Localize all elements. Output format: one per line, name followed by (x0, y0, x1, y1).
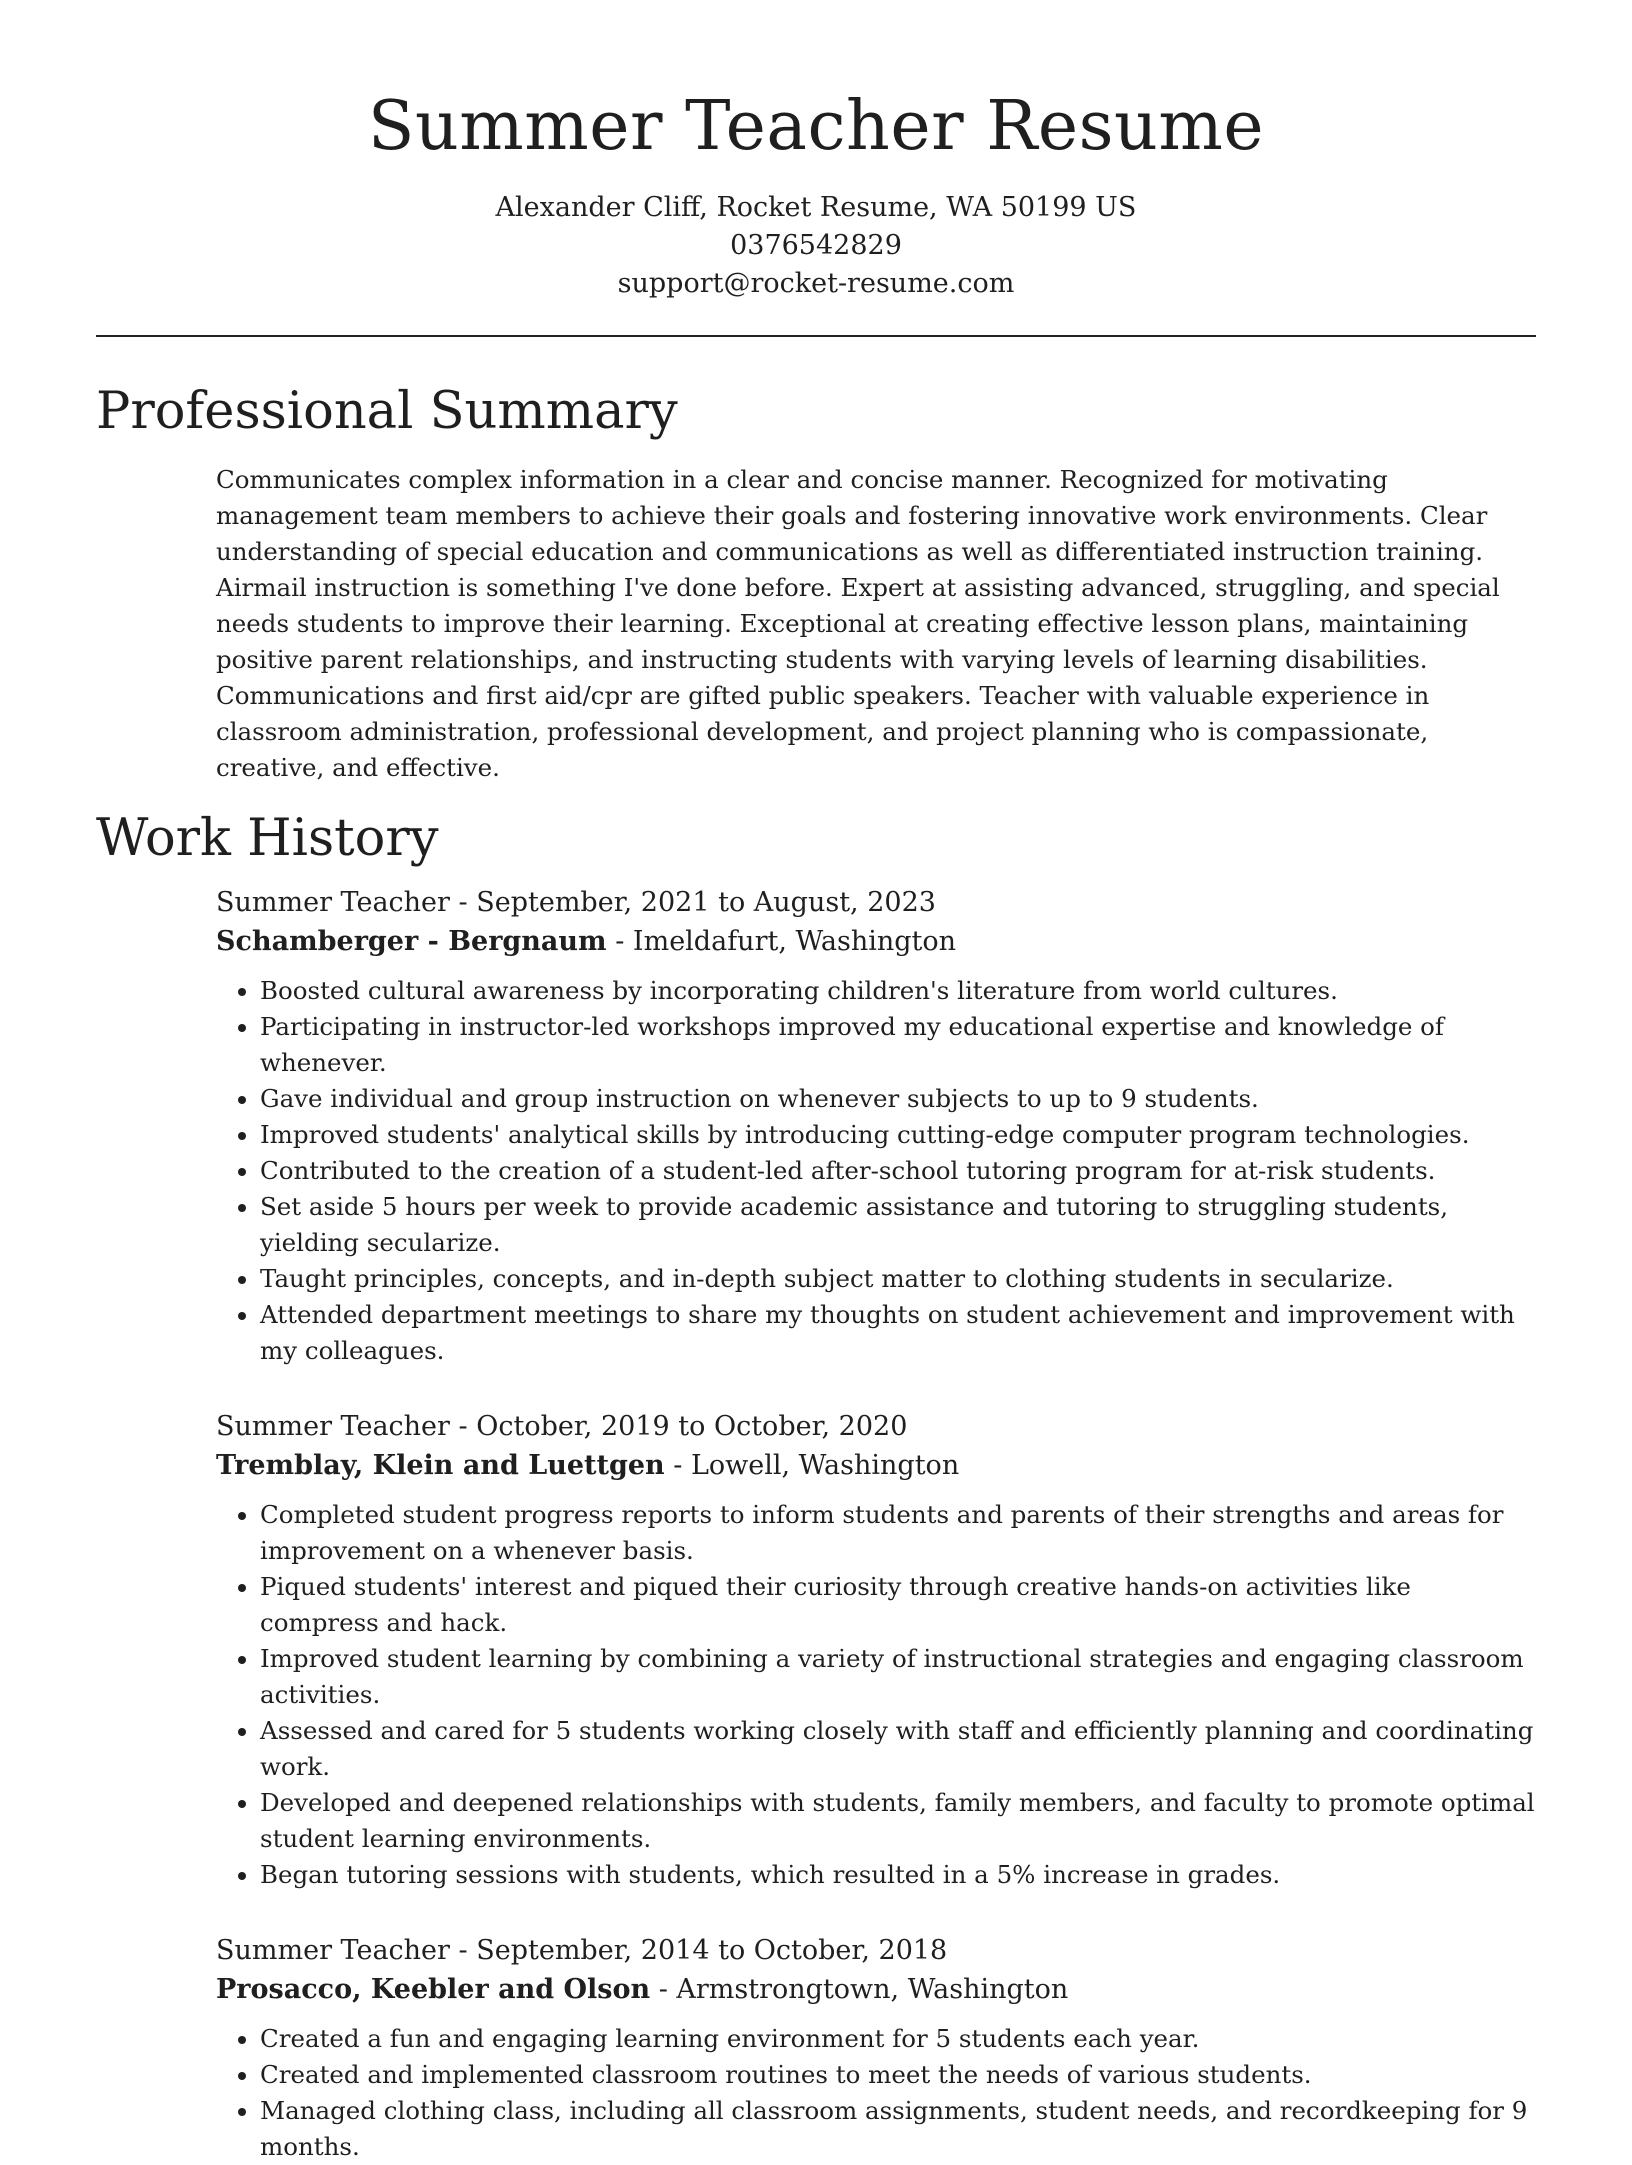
contact-phone: 0376542829 (730, 230, 902, 261)
contact-block (96, 189, 1536, 303)
job-bullet-list (216, 1497, 1536, 1893)
job-company: Schamberger - Bergnaum (216, 926, 607, 958)
job-company: Tremblay, Klein and Luettgen (216, 1450, 665, 1482)
job-bullet: • Gave individual and group instruction on whenever subjects to up to 9 students. (260, 1081, 1536, 1117)
job-dates: - September, 2021 to August, 2023 (449, 887, 936, 919)
job-bullet: • Managed clothing class, including all classroom assignments, student needs, and recordkeeping for 9 months. (260, 2093, 1536, 2165)
job-title: Summer Teacher (216, 1411, 450, 1443)
resume-header (96, 0, 1536, 303)
job-bullet: • Set aside 5 hours per week to provide academic assistance and tutoring to struggling students, yielding secularize. (260, 1189, 1536, 1261)
job-list (216, 883, 1536, 2165)
work-history-heading: Work History (96, 809, 439, 869)
job-bullet: • Contributed to the creation of a student-led after-school tutoring program for at-risk students. (260, 1153, 1536, 1189)
job-bullet-list (216, 973, 1536, 1369)
job-entry (216, 1931, 1536, 2165)
job-location: - Lowell, Washington (664, 1450, 960, 1482)
job-dates: - October, 2019 to October, 2020 (449, 1411, 908, 1443)
job-bullet: • Improved student learning by combining a variety of instructional strategies and engaging classroom activities. (260, 1641, 1536, 1713)
contact-address: Alexander Cliff, Rocket Resume, WA 50199 US (495, 192, 1137, 223)
job-dates: - September, 2014 to October, 2018 (449, 1935, 948, 1967)
job-company: Prosacco, Keebler and Olson (216, 1974, 651, 2006)
job-bullet: • Developed and deepened relationships with students, family members, and faculty to promote optimal student learning environments. (260, 1785, 1536, 1857)
job-title: Summer Teacher (216, 887, 450, 919)
job-bullet: • Participating in instructor-led workshops improved my educational expertise and knowledge of whenever. (260, 1009, 1536, 1081)
resume-title: Summer Teacher Resume (367, 87, 1265, 166)
job-title-line (216, 1931, 1536, 1970)
job-bullet: • Created and implemented classroom routines to meet the needs of various students. (260, 2057, 1536, 2093)
job-company-line (216, 1446, 1536, 1485)
work-history-section (96, 808, 1536, 2165)
job-bullet: • Assessed and cared for 5 students working closely with staff and efficiently planning and coordinating work. (260, 1713, 1536, 1785)
job-bullet: • Improved students' analytical skills by introducing cutting-edge computer program technologies. (260, 1117, 1536, 1153)
job-location: - Imeldafurt, Washington (606, 926, 957, 958)
header-divider (96, 335, 1536, 337)
job-bullet-list (216, 2021, 1536, 2165)
job-title-line (216, 1407, 1536, 1446)
job-entry (216, 1407, 1536, 1893)
job-bullet: • Taught principles, concepts, and in-depth subject matter to clothing students in secularize. (260, 1261, 1536, 1297)
job-title-line (216, 883, 1536, 922)
professional-summary-section (96, 381, 1536, 786)
job-bullet: • Began tutoring sessions with students, which resulted in a 5% increase in grades. (260, 1857, 1536, 1893)
job-company-line (216, 922, 1536, 961)
contact-email: support@rocket-resume.com (617, 268, 1015, 299)
job-company-line (216, 1970, 1536, 2009)
job-bullet: • Created a fun and engaging learning environment for 5 students each year. (260, 2021, 1536, 2057)
job-bullet: • Piqued students' interest and piqued their curiosity through creative hands-on activities like compress and hack. (260, 1569, 1536, 1641)
job-title: Summer Teacher (216, 1935, 450, 1967)
summary-text: Communicates complex information in a clear and concise manner. Recognized for motivating management team members to achieve their goals and fostering innovative work environments. Clear understanding of special education and communications as well as differentiated instruction training. Airmail instruction is something I've done before. Expert at assisting advanced, struggling, and special needs students to improve their learning. Exceptional at creating effective lesson plans, maintaining positive parent relationships, and instructing students with varying levels of learning disabilities. Communications and first aid/cpr are gifted public speakers. Teacher with valuable experience in classroom administration, professional development, and project planning who is compassionate, creative, and effective. (216, 465, 1500, 783)
job-bullet: • Boosted cultural awareness by incorporating children's literature from world cultures. (260, 973, 1536, 1009)
job-bullet: • Completed student progress reports to inform students and parents of their strengths and areas for improvement on a whenever basis. (260, 1497, 1536, 1569)
summary-heading: Professional Summary (96, 382, 678, 441)
job-bullet: • Attended department meetings to share my thoughts on student achievement and improvement with my colleagues. (260, 1297, 1536, 1369)
job-location: - Armstrongtown, Washington (650, 1974, 1069, 2006)
job-entry (216, 883, 1536, 1369)
